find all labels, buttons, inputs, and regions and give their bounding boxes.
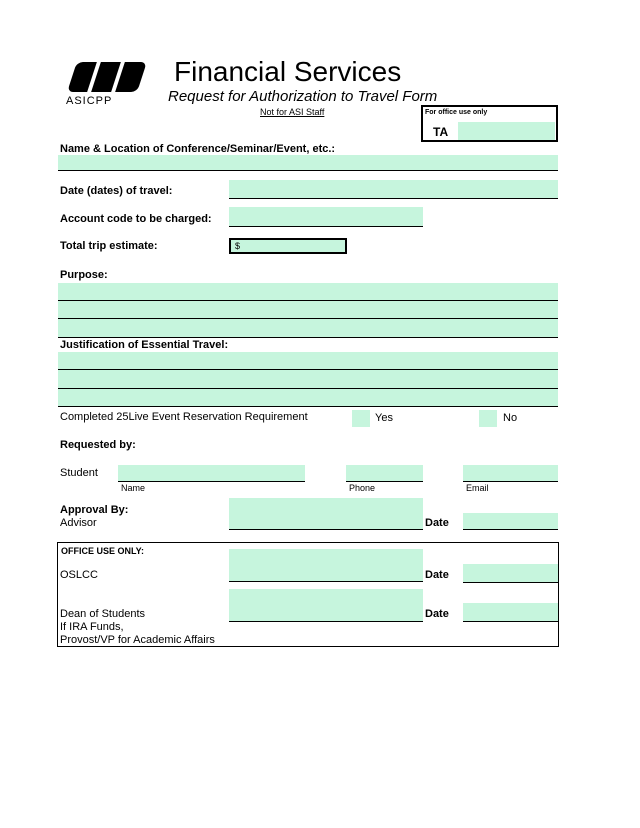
office-use-heading: OFFICE USE ONLY: xyxy=(61,546,145,556)
oslcc-date-label: Date xyxy=(425,569,449,581)
asicpp-logo xyxy=(66,62,146,108)
student-email-field[interactable] xyxy=(463,465,558,482)
dollar-prefix: $ xyxy=(235,241,241,251)
justification-label: Justification of Essential Travel: xyxy=(60,339,229,351)
advisor-label: Advisor xyxy=(60,517,97,529)
office-use-label: For office use only xyxy=(425,109,488,116)
requested-heading: Requested by: xyxy=(60,439,136,451)
form-subtitle: Request for Authorization to Travel Form xyxy=(168,88,438,105)
email-caption: Email xyxy=(466,483,489,493)
purpose-label: Purpose: xyxy=(60,269,108,281)
staff-note: Not for ASI Staff xyxy=(260,107,325,117)
justification-line-3[interactable] xyxy=(58,389,558,407)
advisor-signature-field[interactable] xyxy=(229,498,423,530)
dean-signature-field[interactable] xyxy=(229,589,423,622)
yes-label: Yes xyxy=(375,412,393,424)
dates-label: Date (dates) of travel: xyxy=(60,185,173,197)
justification-line-2[interactable] xyxy=(58,370,558,389)
estimate-field[interactable] xyxy=(229,238,347,254)
account-label: Account code to be charged: xyxy=(60,213,212,225)
justification-line-1[interactable] xyxy=(58,352,558,370)
purpose-line-2[interactable] xyxy=(58,301,558,319)
advisor-date-label: Date xyxy=(425,517,449,529)
no-checkbox[interactable] xyxy=(479,410,497,427)
purpose-line-1[interactable] xyxy=(58,283,558,301)
dates-field[interactable] xyxy=(229,180,558,199)
student-phone-field[interactable] xyxy=(346,465,423,482)
office-use-box xyxy=(421,105,558,142)
ta-code: TA xyxy=(433,125,449,139)
page-title: Financial Services xyxy=(174,56,402,87)
reservation-label: Completed 25Live Event Reservation Requirement xyxy=(60,411,308,423)
no-label: No xyxy=(503,412,518,424)
dean-date-field[interactable] xyxy=(463,603,558,622)
purpose-line-3[interactable] xyxy=(58,319,558,338)
student-label: Student xyxy=(60,467,98,479)
phone-caption: Phone xyxy=(349,483,376,493)
provost-label: Provost/VP for Academic Affairs xyxy=(60,634,215,646)
logo-text: ASICPP xyxy=(66,95,113,107)
advisor-date-field[interactable] xyxy=(463,513,558,530)
oslcc-label: OSLCC xyxy=(60,569,98,581)
approval-heading: Approval By: xyxy=(60,504,129,516)
yes-checkbox[interactable] xyxy=(352,410,370,427)
event-label: Name & Location of Conference/Seminar/Event, etc.: xyxy=(60,143,336,155)
ta-number-field[interactable] xyxy=(458,122,555,140)
ira-label: If IRA Funds, xyxy=(60,621,124,633)
account-field[interactable] xyxy=(229,207,423,227)
student-name-field[interactable] xyxy=(118,465,305,482)
estimate-label: Total trip estimate: xyxy=(60,240,158,252)
oslcc-signature-field[interactable] xyxy=(229,549,423,582)
dean-label: Dean of Students xyxy=(60,608,146,620)
event-field[interactable] xyxy=(58,155,558,171)
logo-mark xyxy=(115,62,147,92)
dean-date-label: Date xyxy=(425,608,449,620)
name-caption: Name xyxy=(121,483,146,493)
oslcc-date-field[interactable] xyxy=(463,564,558,583)
